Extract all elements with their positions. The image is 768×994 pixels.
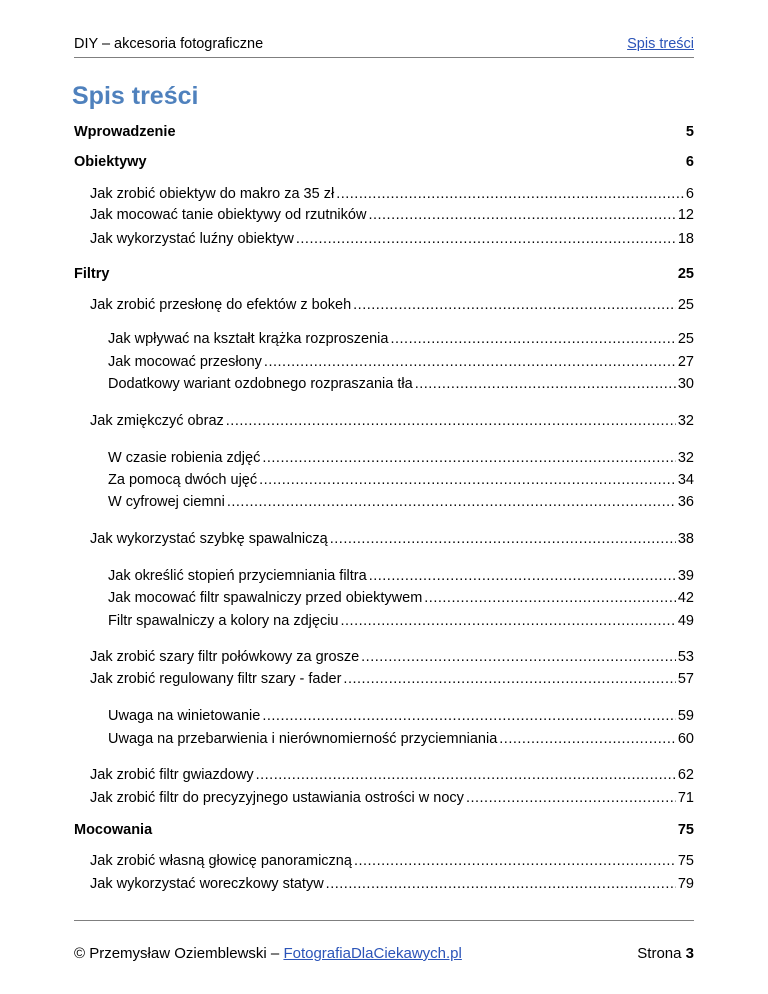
toc-leader-dots xyxy=(424,590,676,606)
toc-entry-text: Jak zrobić szary filtr połówkowy za grosze xyxy=(90,649,360,665)
toc-entry-mocowania[interactable] xyxy=(74,822,694,842)
toc-entry-filtry[interactable] xyxy=(74,266,694,286)
page-header xyxy=(74,30,694,58)
toc-entry-text: Jak wykorzystać luźny obiektyw xyxy=(90,231,294,247)
toc-leader-dots xyxy=(227,494,676,510)
toc-leader-dots xyxy=(343,671,675,687)
toc-entry[interactable] xyxy=(90,649,694,669)
toc-entry-text: Jak mocować przesłony xyxy=(108,354,262,370)
toc-entry-text: Jak określić stopień przyciemniania filtra xyxy=(108,568,367,584)
toc-leader-dots xyxy=(262,450,676,466)
toc-leader-dots xyxy=(499,731,676,747)
toc-entry-text: Jak zrobić własną głowicę panoramiczną xyxy=(90,853,352,869)
page-number: 3 xyxy=(685,945,694,962)
header-divider xyxy=(74,57,694,58)
toc-entry-text: Obiektywy xyxy=(74,154,147,170)
toc-leader-dots xyxy=(256,767,676,783)
toc-entry[interactable] xyxy=(108,494,694,514)
toc-entry-text: Jak zmiękczyć obraz xyxy=(90,413,224,429)
toc-entry-page: 71 xyxy=(677,790,694,806)
toc-leader-dots xyxy=(226,413,676,429)
toc-entry-page: 59 xyxy=(677,708,694,724)
toc-entry-page: 30 xyxy=(677,376,694,392)
toc-leader-dots xyxy=(336,186,684,202)
toc-entry[interactable] xyxy=(108,708,694,728)
toc-entry[interactable] xyxy=(108,331,694,351)
toc-leader-dots xyxy=(466,790,676,806)
toc-entry[interactable] xyxy=(90,413,694,433)
toc-entry-page: 36 xyxy=(677,494,694,510)
toc-entry-page: 25 xyxy=(677,331,694,347)
toc-entry[interactable] xyxy=(90,207,694,227)
toc-entry[interactable] xyxy=(90,876,694,896)
toc-entry[interactable] xyxy=(90,671,694,691)
toc-entry[interactable] xyxy=(108,590,694,610)
toc-entry-page: 34 xyxy=(677,472,694,488)
toc-entry-text: Uwaga na przebarwienia i nierównomierność przyciemniania xyxy=(108,731,498,747)
footer-site-link[interactable]: FotografiaDlaCiekawych.pl xyxy=(283,945,462,962)
toc-entry[interactable] xyxy=(108,450,694,470)
toc-entry-text: W cyfrowej ciemni xyxy=(108,494,225,510)
toc-entry-page: 49 xyxy=(677,613,694,629)
toc-leader-dots xyxy=(353,297,676,313)
toc-entry-text: Jak wykorzystać woreczkowy statyw xyxy=(90,876,324,892)
toc-entry-page: 25 xyxy=(677,297,694,313)
toc-entry-page: 79 xyxy=(677,876,694,892)
toc-entry[interactable] xyxy=(108,472,694,492)
toc-entry-page: 27 xyxy=(677,354,694,370)
toc-entry-page: 5 xyxy=(685,124,694,140)
toc-leader-dots xyxy=(415,376,676,392)
toc-entry[interactable] xyxy=(90,231,694,251)
toc-entry-page: 75 xyxy=(677,822,694,838)
toc-entry-page: 57 xyxy=(677,671,694,687)
toc-entry[interactable] xyxy=(90,790,694,810)
toc-entry-text: Jak wpływać na kształt krążka rozproszenia xyxy=(108,331,389,347)
toc-entry-page: 62 xyxy=(677,767,694,783)
toc-entry-text: Za pomocą dwóch ujęć xyxy=(108,472,258,488)
toc-entry-obiektywy[interactable] xyxy=(74,154,694,174)
toc-entry[interactable] xyxy=(90,186,694,206)
toc-entry-text: Jak zrobić przesłonę do efektów z bokeh xyxy=(90,297,352,313)
toc-leader-dots xyxy=(262,708,676,724)
toc-leader-dots xyxy=(390,331,675,347)
toc-entry[interactable] xyxy=(108,731,694,751)
footer-copyright xyxy=(74,945,462,962)
toc-leader-dots xyxy=(340,613,675,629)
toc-entry-page: 18 xyxy=(677,231,694,247)
toc-heading: Spis treści xyxy=(72,82,199,110)
toc-leader-dots xyxy=(330,531,676,547)
footer-divider xyxy=(74,920,694,921)
toc-leader-dots xyxy=(264,354,676,370)
toc-entry-text: Jak mocować filtr spawalniczy przed obiektywem xyxy=(108,590,423,606)
toc-entry-text: Jak mocować tanie obiektywy od rzutników xyxy=(90,207,367,223)
header-title: DIY – akcesoria fotograficzne xyxy=(74,36,264,52)
toc-entry-text: Dodatkowy wariant ozdobnego rozpraszania tła xyxy=(108,376,413,392)
toc-entry-wprowadzenie[interactable] xyxy=(74,124,694,144)
toc-entry-text: Jak zrobić regulowany filtr szary - fader xyxy=(90,671,342,687)
toc-entry-page: 6 xyxy=(685,186,694,202)
toc-entry-text: Jak zrobić filtr gwiazdowy xyxy=(90,767,254,783)
toc-entry-text: Uwaga na winietowanie xyxy=(108,708,261,724)
copyright-text: © Przemysław Oziemblewski – xyxy=(74,945,284,962)
toc-leader-dots xyxy=(368,207,675,223)
toc-leader-dots xyxy=(369,568,676,584)
page-label: Strona xyxy=(637,945,686,962)
toc-entry-page: 12 xyxy=(677,207,694,223)
toc-entry-text: W czasie robienia zdjęć xyxy=(108,450,261,466)
toc-entry[interactable] xyxy=(90,767,694,787)
toc-leader-dots xyxy=(296,231,676,247)
toc-entry-page: 75 xyxy=(677,853,694,869)
header-toc-link[interactable]: Spis treści xyxy=(627,36,694,52)
toc-entry-text: Jak zrobić filtr do precyzyjnego ustawiania ostrości w nocy xyxy=(90,790,464,806)
toc-entry-page: 6 xyxy=(685,154,694,170)
toc-leader-dots xyxy=(361,649,676,665)
toc-entry-page: 53 xyxy=(677,649,694,665)
toc-entry-page: 32 xyxy=(677,413,694,429)
toc-entry-page: 25 xyxy=(677,266,694,282)
toc-leader-dots xyxy=(354,853,676,869)
toc-entry[interactable] xyxy=(108,568,694,588)
toc-entry-text: Filtry xyxy=(74,266,110,282)
page-footer xyxy=(74,920,694,970)
toc-entry[interactable] xyxy=(90,531,694,551)
toc-entry-text: Wprowadzenie xyxy=(74,124,176,140)
toc-entry-text: Jak wykorzystać szybkę spawalniczą xyxy=(90,531,328,547)
toc-entry[interactable] xyxy=(108,376,694,396)
toc-entry-page: 60 xyxy=(677,731,694,747)
toc-entry-page: 38 xyxy=(677,531,694,547)
toc-entry-text: Filtr spawalniczy a kolory na zdjęciu xyxy=(108,613,339,629)
footer-page-number xyxy=(637,945,694,962)
toc-entry-page: 42 xyxy=(677,590,694,606)
toc-entry[interactable] xyxy=(90,297,694,317)
toc-entry-page: 39 xyxy=(677,568,694,584)
toc-leader-dots xyxy=(259,472,676,488)
toc-entry-text: Mocowania xyxy=(74,822,153,838)
toc-leader-dots xyxy=(326,876,676,892)
toc-entry[interactable] xyxy=(108,613,694,633)
toc-entry[interactable] xyxy=(108,354,694,374)
toc-entry-page: 32 xyxy=(677,450,694,466)
toc-entry[interactable] xyxy=(90,853,694,873)
toc-entry-text: Jak zrobić obiektyw do makro za 35 zł xyxy=(90,186,335,202)
